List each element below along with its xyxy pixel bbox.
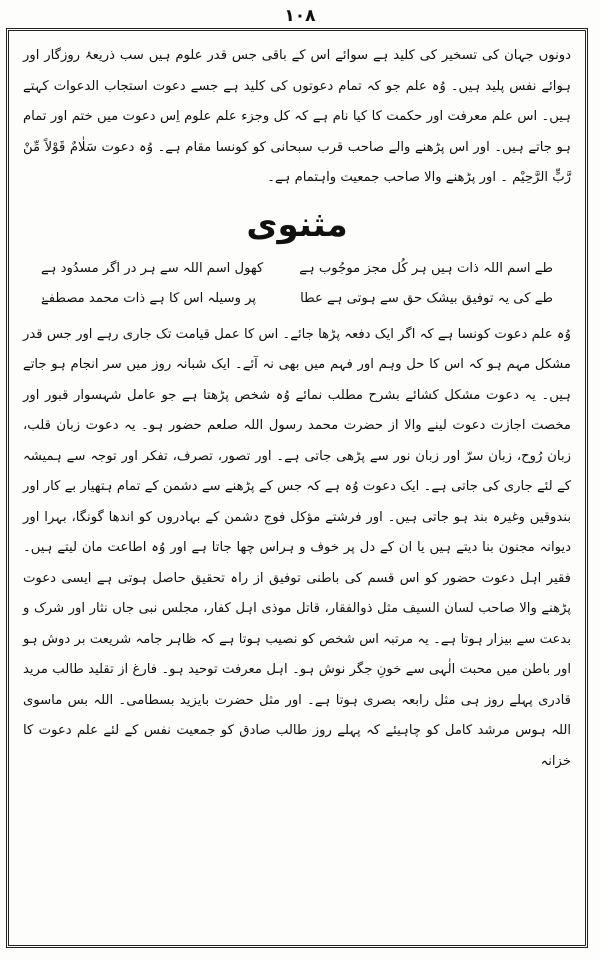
page-border-frame	[6, 28, 588, 948]
verse-hemistich-left: پر وسیلہ اس کا ہے ذات محمد مصطفےٰ	[41, 290, 257, 306]
paragraph-2: وُہ علم دعوت کونسا ہے کہ اگر ایک دفعہ پڑھا جائے۔ اس کا عمل قیامت تک جاری رہے اور جس قدر مشکل مہم ہو کہ اس کا حل وہم اور فہم میں بھی نہ آئے۔ ایک شبانہ روز میں سر انجام ہو جاتے ہیں۔ یہ دعوت مشکل کشائے بشرح مطلب نمائے وُہ شخص پڑھتا ہے جو عامل شہسوار قبور اور مخصت اجازت دعوت لینے والا از حضرت محمد رسول اللہ صلعم حضور ہو۔ یہ دعوت زبان قلب، زبان رُوح، زبان سرّ اور زبان نور سے پڑھی جاتی ہے۔ اور تصور، تصرف، تفکر اور توجہ سے ہمیشہ کے لئے جاری کی جاتی ہے۔ ایک دعوت وُہ ہے کہ جس کے پڑھنے سے دشمن کے تمام ہتھیار بے کار اور بندوقیں وغیرہ بند ہو جاتی ہیں۔ اور فرشتے مؤکل فوج دشمن کے بہادروں کو اندھا گونگا، بہرا اور دیوانہ مجنون بنا دیتے ہیں یا ان کے دل پر خوف و ہراس چھا جاتا ہے اور وُہ اطاعت مان لیتے ہیں۔ فقیر اہل دعوت حضور کو اس قسم کی باطنی توفیق از راہ تحقیق حاصل ہوتی ہے ایسی دعوت پڑھنے والا صاحب لسان السیف مثل ذوالفقار، قاتل موذی اہل کفار، مجلس نبی جاں نثار اور شرک و بدعت سے بیزار ہوتا ہے۔ یہ مرتبہ اس شخص کو نصیب ہوتا ہے کہ ظاہر جامہ شریعت بر دوش ہو اور باطن میں محبت الٰہی سے خونِ جگر نوش ہو۔ اہل معرفت توحید ہو۔ فارغ از تقلید طالب مرید قادری پہلے روز ہی مثل رابعہ بصری ہوتا ہے۔ اور مثل حضرت بایزید بسطامی۔ اللہ بس ماسوی اللہ ہوس مرشد کامل کو چاہیئے کہ پہلے روز طالب صادق کو جمعیت نفس کے لئے علم دعوت کا خزانہ	[23, 326, 571, 769]
verse-line	[23, 254, 571, 284]
section-heading-masnavi: مثنوی	[246, 204, 348, 245]
verse-hemistich-left: کھول اسم اللہ سے ہر در اگر مسدُود ہے	[41, 260, 264, 276]
page-body	[23, 41, 571, 935]
paragraph-1: دونوں جہان کی تسخیر کی کلید ہے سوائے اس کے باقی جس قدر علوم ہیں سب ذریعۂ روزگار اور ہوائے نفس پلید ہیں۔ وُہ علم جو کہ تمام دعوتوں کی کلید ہے جسے دعوت استجاب الدعوات کہتے ہیں۔ اس علم معرفت اور حکمت کا کیا نام ہے کہ کل وجزء علم علوم اِس دعوت میں ختم اور تمام ہو جاتے ہیں۔ اور اس پڑھنے والے صاحب قرب سبحانی کو کونسا مقام ہے۔ وُہ دعوت سَلٰامٌ قَوْلاً مِّنْ رَّبٍّ الرَّحِیْم ۔ اور پڑھنے والا صاحب جمعیت واہتمام ہے۔	[23, 48, 571, 185]
verse-hemistich-right: طے اسم اللہ ذات ہیں ہر کُل مجز موجُوب ہے	[299, 260, 553, 276]
page-number: ۱۰۸	[284, 6, 316, 26]
verse-hemistich-right: طے کی یہ توفیق بیشک حق سے ہوتی ہے عطا	[300, 290, 553, 306]
verse-line	[23, 284, 571, 314]
verses-block	[23, 254, 571, 314]
